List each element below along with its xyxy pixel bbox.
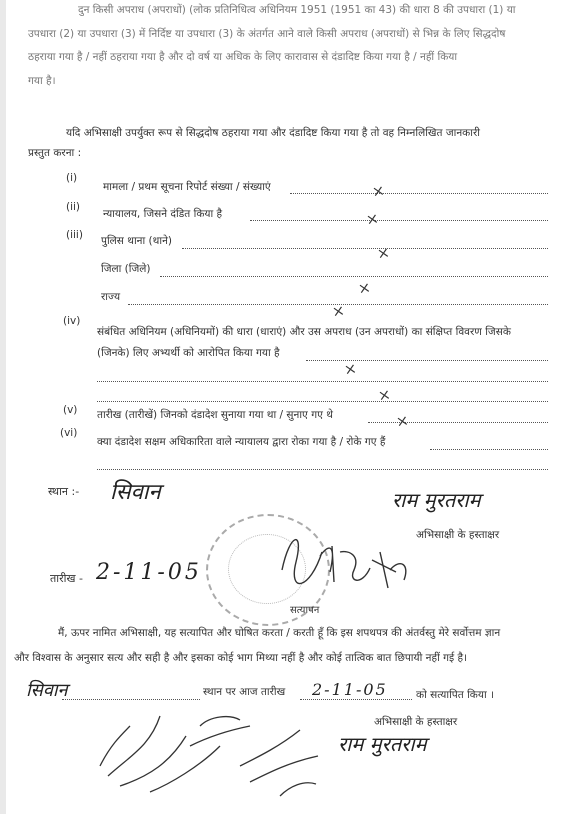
state-cross: × — [330, 301, 347, 321]
item-2-cross: × — [364, 209, 381, 229]
item-6-fill-line-2 — [97, 469, 548, 470]
item-5-number: (v) — [63, 404, 78, 416]
item-5-cross: × — [394, 411, 411, 431]
item-4-number: (iv) — [63, 315, 81, 327]
item-3-cross: × — [375, 243, 392, 263]
verification-place-prefix: स्थान पर आज तारीख — [203, 686, 286, 698]
district-cross: × — [356, 278, 373, 298]
deponent-signature-label: अभिसाक्षी के हस्ताक्षर — [416, 529, 500, 541]
intro-line-3: ठहराया गया है / नहीं ठहराया गया है और दो वर्ष या अधिक के लिए कारावास से दंडादिष्ट किया गया है / नहीं किया — [28, 51, 458, 63]
stamp-caption: सत्यापन — [290, 605, 320, 616]
deponent-signature: राम मुरतराम — [392, 488, 481, 512]
item-1-text: मामला / प्रथम सूचना रिपोर्ट संख्या / संख्याएं — [103, 181, 271, 193]
verification-date-handwritten: 2-11-05 — [312, 680, 388, 699]
item-3-number: (iii) — [66, 229, 83, 241]
item-5-text: तारीख (तारीखें) जिनको दंडादेश सुनाया गया था / सुनाए गए थे — [97, 409, 333, 421]
item-4-text-2: (जिनके) लिए अभ्यर्थी को आरोपित किया गया है — [97, 347, 280, 359]
scan-edge — [0, 0, 6, 814]
date-label: तारीख - — [50, 572, 83, 585]
item-2-fill-line — [250, 220, 548, 221]
item-5-fill-line — [368, 422, 548, 423]
intro-line-1: दुन किसी अपराध (अपराधों) (लोक प्रतिनिधित्व अधिनियम 1951 (1951 का 43) की धारा 8 की उपधारा (1) या — [78, 4, 516, 16]
item-6-fill-line — [430, 449, 548, 450]
district-fill-line — [160, 276, 548, 277]
item-4-fill-line-2 — [97, 381, 548, 382]
verification-line-1: मैं, ऊपर नामित अभिसाक्षी, यह सत्यापित और घोषित करता / करती हूँ कि इस शपथपत्र की अंतर्वस्तु मेरे सर्वोत्तम ज्ञान — [58, 627, 501, 639]
identifier-signatures — [90, 696, 340, 808]
item-1-number: (i) — [66, 172, 78, 184]
intro-line-2: उपधारा (2) या उपधारा (3) में निर्दिष्ट या उपधारा (3) के अंतर्गत आने वाले किसी अपराध (अपराधों) से भिन्न के लिए सिद्धदोष — [28, 28, 506, 40]
place-handwritten: सिवान — [110, 480, 161, 505]
notary-signature — [270, 512, 420, 607]
item-3-fill-line — [182, 248, 548, 249]
verification-suffix: को सत्यापित किया । — [416, 689, 494, 701]
intro-line-4: गया है। — [28, 75, 56, 87]
verification-line-2: और विश्वास के अनुसार सत्य और सही है और इसका कोई भाग मिथ्या नहीं है और कोई तात्विक बात छिपायी नहीं गई है। — [14, 652, 468, 664]
bottom-signature-label: अभिसाक्षी के हस्ताक्षर — [374, 716, 458, 728]
district-label: जिला (जिले) — [101, 263, 151, 275]
para2-line-1: यदि अभिसाक्षी उपर्युक्त रूप से सिद्धदोष ठहराया गया और दंडादिष्ट किया गया है तो वह निम्नलिखित जानकारी — [66, 127, 480, 139]
date-handwritten: 2-11-05 — [96, 560, 202, 585]
state-label: राज्य — [101, 291, 121, 303]
item-2-number: (ii) — [66, 201, 81, 213]
item-4-fill-line-3 — [97, 401, 548, 402]
para2-line-2: प्रस्तुत करना : — [28, 147, 82, 159]
item-4-cross-1: × — [342, 359, 359, 379]
item-1-cross: × — [370, 181, 387, 201]
item-2-text: न्यायालय, जिसने दंडित किया है — [103, 208, 223, 220]
place-label: स्थान :- — [48, 485, 80, 498]
item-4-text-1: संबंधित अधिनियम (अधिनियमों) की धारा (धाराएं) और उस अपराध (उन अपराधों) का संक्षिप्त विवरण जिसके — [97, 326, 511, 338]
item-6-number: (vi) — [60, 427, 78, 439]
item-3-text: पुलिस थाना (थाने) — [101, 235, 173, 247]
item-6-text: क्या दंडादेश सक्षम अधिकारिता वाले न्यायालय द्वारा रोका गया है / रोके गए हैं — [97, 436, 386, 448]
verification-place-handwritten: सिवान — [26, 680, 68, 701]
item-4-cross-2: × — [376, 385, 393, 405]
bottom-signature: राम मुरतराम — [338, 732, 427, 756]
item-1-fill-line — [290, 193, 548, 194]
